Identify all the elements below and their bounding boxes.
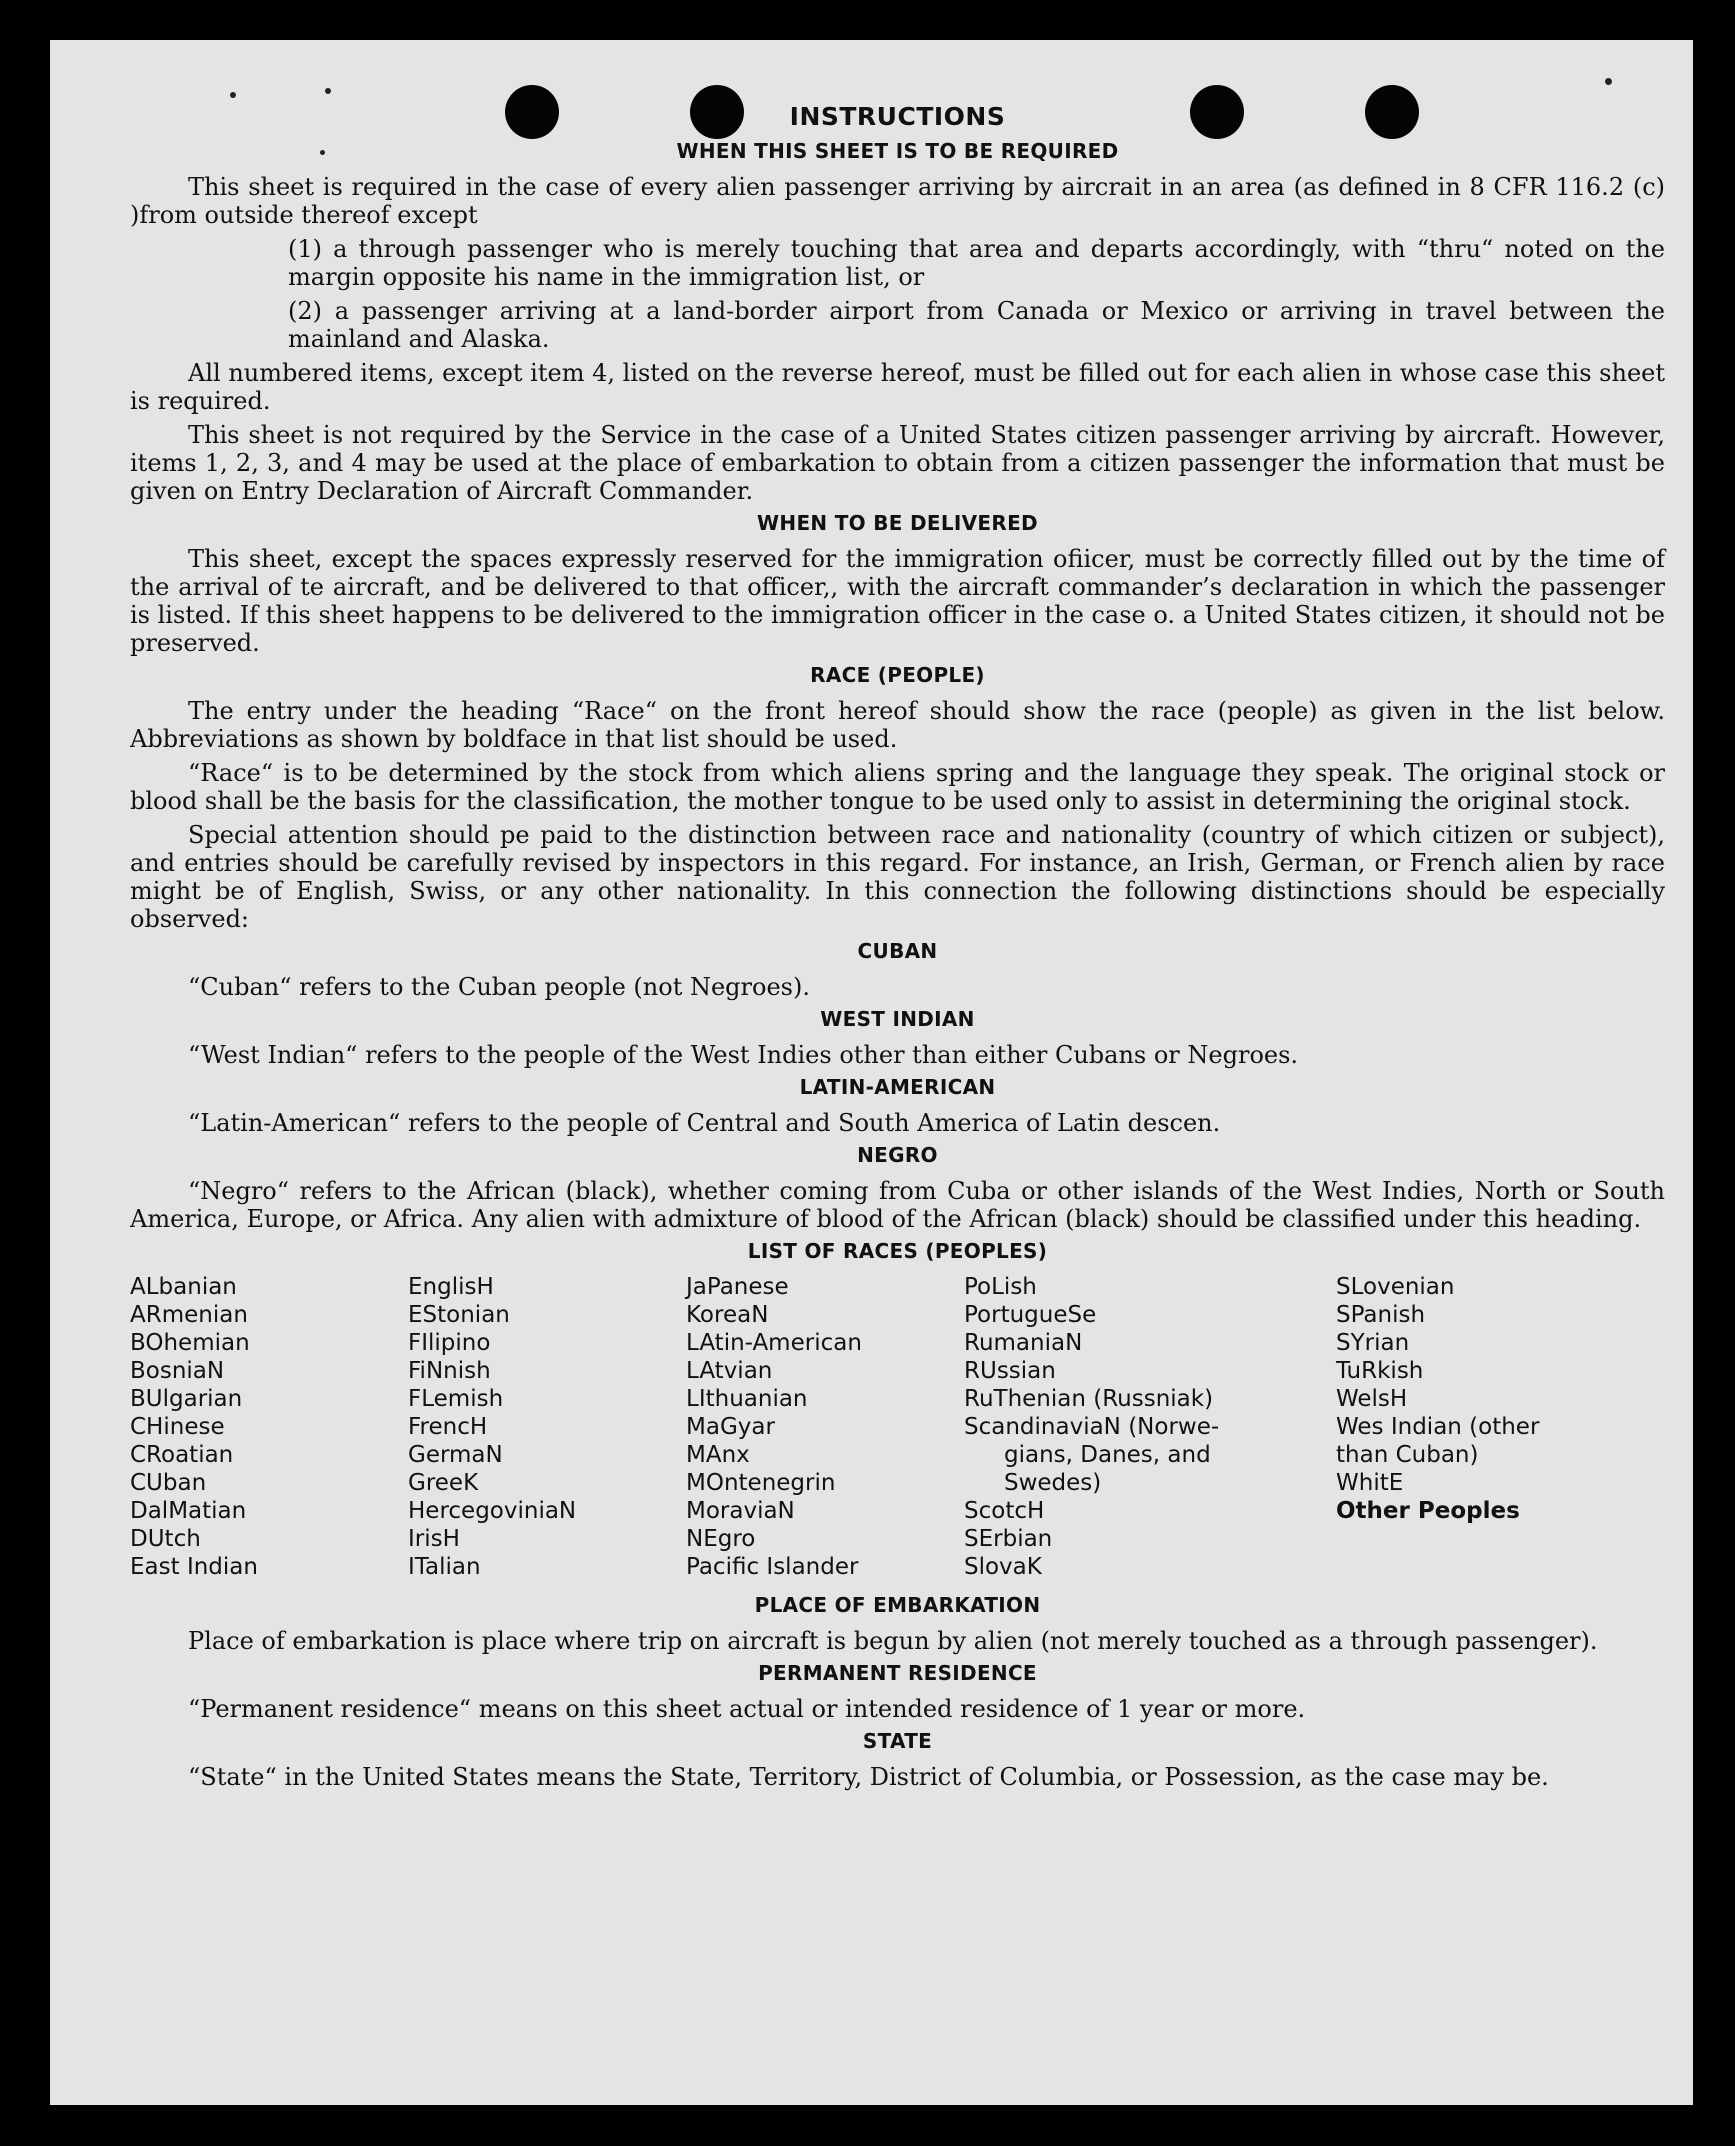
race-item: ARmenian xyxy=(130,1302,248,1328)
race-item: HercegoviniaN xyxy=(408,1498,577,1524)
race-item: BOhemian xyxy=(130,1330,250,1356)
race-item: JaPanese xyxy=(686,1274,789,1300)
heading-permanent-residence: PERMANENT RESIDENCE xyxy=(758,1661,1037,1685)
embarkation-paragraph: Place of embarkation is place where trip on aircraft is begun by alien (not merely touched as a through passenger). xyxy=(188,1627,1598,1655)
negro-paragraph: “Negro“ refers to the African (black), whether coming from Cuba or other islands of the West Indies, North or South America, Europe, or Africa. Any alien with admixture of blood of the African (black) should be classified under this heading. xyxy=(130,1177,1665,1233)
race-item: SErbian xyxy=(964,1526,1053,1552)
race-item: RumaniaN xyxy=(964,1330,1083,1356)
speck xyxy=(1605,78,1612,85)
race-item: MoraviaN xyxy=(686,1498,795,1524)
race-item: FrencH xyxy=(408,1414,488,1440)
race-item: FIlipino xyxy=(408,1330,491,1356)
race-item: SYrian xyxy=(1336,1330,1410,1356)
exception-item-2: (2) a passenger arriving at a land-border airport from Canada or Mexico or arriving in travel between the mainland and Alaska. xyxy=(288,297,1665,353)
race-item: SPanish xyxy=(1336,1302,1426,1328)
race-item: ScotcH xyxy=(964,1498,1045,1524)
race-item: BUlgarian xyxy=(130,1386,243,1412)
race-item: BosniaN xyxy=(130,1358,225,1384)
race-paragraph-1: The entry under the heading “Race“ on the front hereof should show the race (people) as given in the list below. Abbreviations as shown by boldface in that list should be used. xyxy=(130,697,1665,753)
race-item: FiNnish xyxy=(408,1358,491,1384)
race-item: DUtch xyxy=(130,1526,201,1552)
race-item: MAnx xyxy=(686,1442,750,1468)
race-item: LAtin-American xyxy=(686,1330,862,1356)
race-paragraph-2: “Race“ is to be determined by the stock from which aliens spring and the language they speak. The original stock or blood shall be the basis for the classification, the mother tongue to be used only to assist in determining the original stock. xyxy=(130,759,1665,815)
race-item: WhitE xyxy=(1336,1470,1404,1496)
race-item: Pacific Islander xyxy=(686,1554,859,1580)
required-paragraph-2: All numbered items, except item 4, listed on the reverse hereof, must be filled out for each alien in whose case this sheet is required. xyxy=(130,359,1665,415)
race-item: CUban xyxy=(130,1470,207,1496)
page-title: INSTRUCTIONS xyxy=(789,102,1006,131)
heading-when-delivered: WHEN TO BE DELIVERED xyxy=(757,511,1038,535)
delivered-paragraph: This sheet, except the spaces expressly reserved for the immigration ofiicer, must be correctly filled out by the time of the arrival of te aircraft, and be delivered to that officer,, with the aircraft commander’s declaration in which the passenger is listed. If this sheet happens to be delivered to the immigration officer in the case o. a United States citizen, it should not be preserved. xyxy=(130,545,1665,657)
race-item: KoreaN xyxy=(686,1302,769,1328)
residence-paragraph: “Permanent residence“ means on this sheet actual or intended residence of 1 year or more. xyxy=(188,1695,1306,1723)
race-item: TuRkish xyxy=(1336,1358,1424,1384)
race-item: CRoatian xyxy=(130,1442,234,1468)
heading-cuban: CUBAN xyxy=(857,939,938,963)
race-item: RuThenian (Russniak) xyxy=(964,1386,1214,1412)
instructions-content xyxy=(130,102,1665,1797)
cuban-paragraph: “Cuban“ refers to the Cuban people (not Negroes). xyxy=(188,973,810,1001)
race-item: GermaN xyxy=(408,1442,503,1468)
race-item: MaGyar xyxy=(686,1414,775,1440)
race-item: Wes Indian (other xyxy=(1336,1414,1540,1440)
race-item: PoLish xyxy=(964,1274,1037,1300)
race-item: than Cuban) xyxy=(1336,1442,1479,1468)
race-column-4 xyxy=(964,1273,1336,1581)
race-item: gians, Danes, and xyxy=(1004,1442,1211,1468)
race-paragraph-3: Special attention should pe paid to the distinction between race and nationality (country of which citizen or subject), and entries should be carefully revised by inspectors in this regard. For instance, an Irish, German, or French alien by race might be of English, Swiss, or any other nationality. In this connection the following distinctions should be especially observed: xyxy=(130,821,1665,933)
latin-american-paragraph: “Latin-American“ refers to the people of Central and South America of Latin descen. xyxy=(188,1109,1221,1137)
state-paragraph: “State“ in the United States means the State, Territory, District of Columbia, or Possession, as the case may be. xyxy=(188,1763,1549,1791)
race-item: LIthuanian xyxy=(686,1386,808,1412)
race-item: MOntenegrin xyxy=(686,1470,836,1496)
race-item: SlovaK xyxy=(964,1554,1042,1580)
race-item: ScandinaviaN (Norwe- xyxy=(964,1414,1220,1440)
required-paragraph-1: This sheet is required in the case of every alien passenger arriving by aircrait in an area (as defined in 8 CFR 116.2 (c) )from outside thereof except xyxy=(130,173,1665,229)
exception-item-1: (1) a through passenger who is merely touching that area and departs accordingly, with “thru“ noted on the margin opposite his name in the immigration list, or xyxy=(288,235,1665,291)
race-item: EStonian xyxy=(408,1302,510,1328)
race-item: Other Peoples xyxy=(1336,1498,1520,1524)
heading-place-of-embarkation: PLACE OF EMBARKATION xyxy=(754,1593,1041,1617)
heading-race: RACE (PEOPLE) xyxy=(810,663,985,687)
race-item: EnglisH xyxy=(408,1274,494,1300)
exception-list xyxy=(130,235,1665,353)
heading-latin-american: LATIN-AMERICAN xyxy=(799,1075,996,1099)
race-item: Swedes) xyxy=(1004,1470,1102,1496)
required-paragraph-3: This sheet is not required by the Service in the case of a United States citizen passenger arriving by aircraft. However, items 1, 2, 3, and 4 may be used at the place of embarkation to obtain from a citizen passenger the information that must be given on Entry Declaration of Aircraft Commander. xyxy=(130,421,1665,505)
race-column-2 xyxy=(408,1273,686,1581)
race-column-1 xyxy=(130,1273,408,1581)
race-item: DalMatian xyxy=(130,1498,247,1524)
race-item: East Indian xyxy=(130,1554,258,1580)
race-item: ALbanian xyxy=(130,1274,237,1300)
heading-negro: NEGRO xyxy=(857,1143,938,1167)
race-item: IrisH xyxy=(408,1526,460,1552)
speck xyxy=(230,92,236,98)
race-item: LAtvian xyxy=(686,1358,773,1384)
race-item: WelsH xyxy=(1336,1386,1408,1412)
document-page xyxy=(50,40,1693,2105)
race-column-5 xyxy=(1336,1273,1636,1581)
race-item: ITalian xyxy=(408,1554,481,1580)
race-item: RUssian xyxy=(964,1358,1056,1384)
race-item: CHinese xyxy=(130,1414,225,1440)
speck xyxy=(325,88,331,94)
race-item: FLemish xyxy=(408,1386,504,1412)
west-indian-paragraph: “West Indian“ refers to the people of the West Indies other than either Cubans or Negroes. xyxy=(188,1041,1299,1069)
heading-west-indian: WEST INDIAN xyxy=(820,1007,975,1031)
race-item: PortugueSe xyxy=(964,1302,1097,1328)
heading-when-required: WHEN THIS SHEET IS TO BE REQUIRED xyxy=(676,139,1119,163)
race-item: GreeK xyxy=(408,1470,479,1496)
race-item: NEgro xyxy=(686,1526,756,1552)
race-column-3 xyxy=(686,1273,964,1581)
race-item: SLovenian xyxy=(1336,1274,1455,1300)
heading-state: STATE xyxy=(862,1729,933,1753)
heading-list-of-races: LIST OF RACES (PEOPLES) xyxy=(747,1239,1048,1263)
race-list xyxy=(130,1273,1665,1581)
